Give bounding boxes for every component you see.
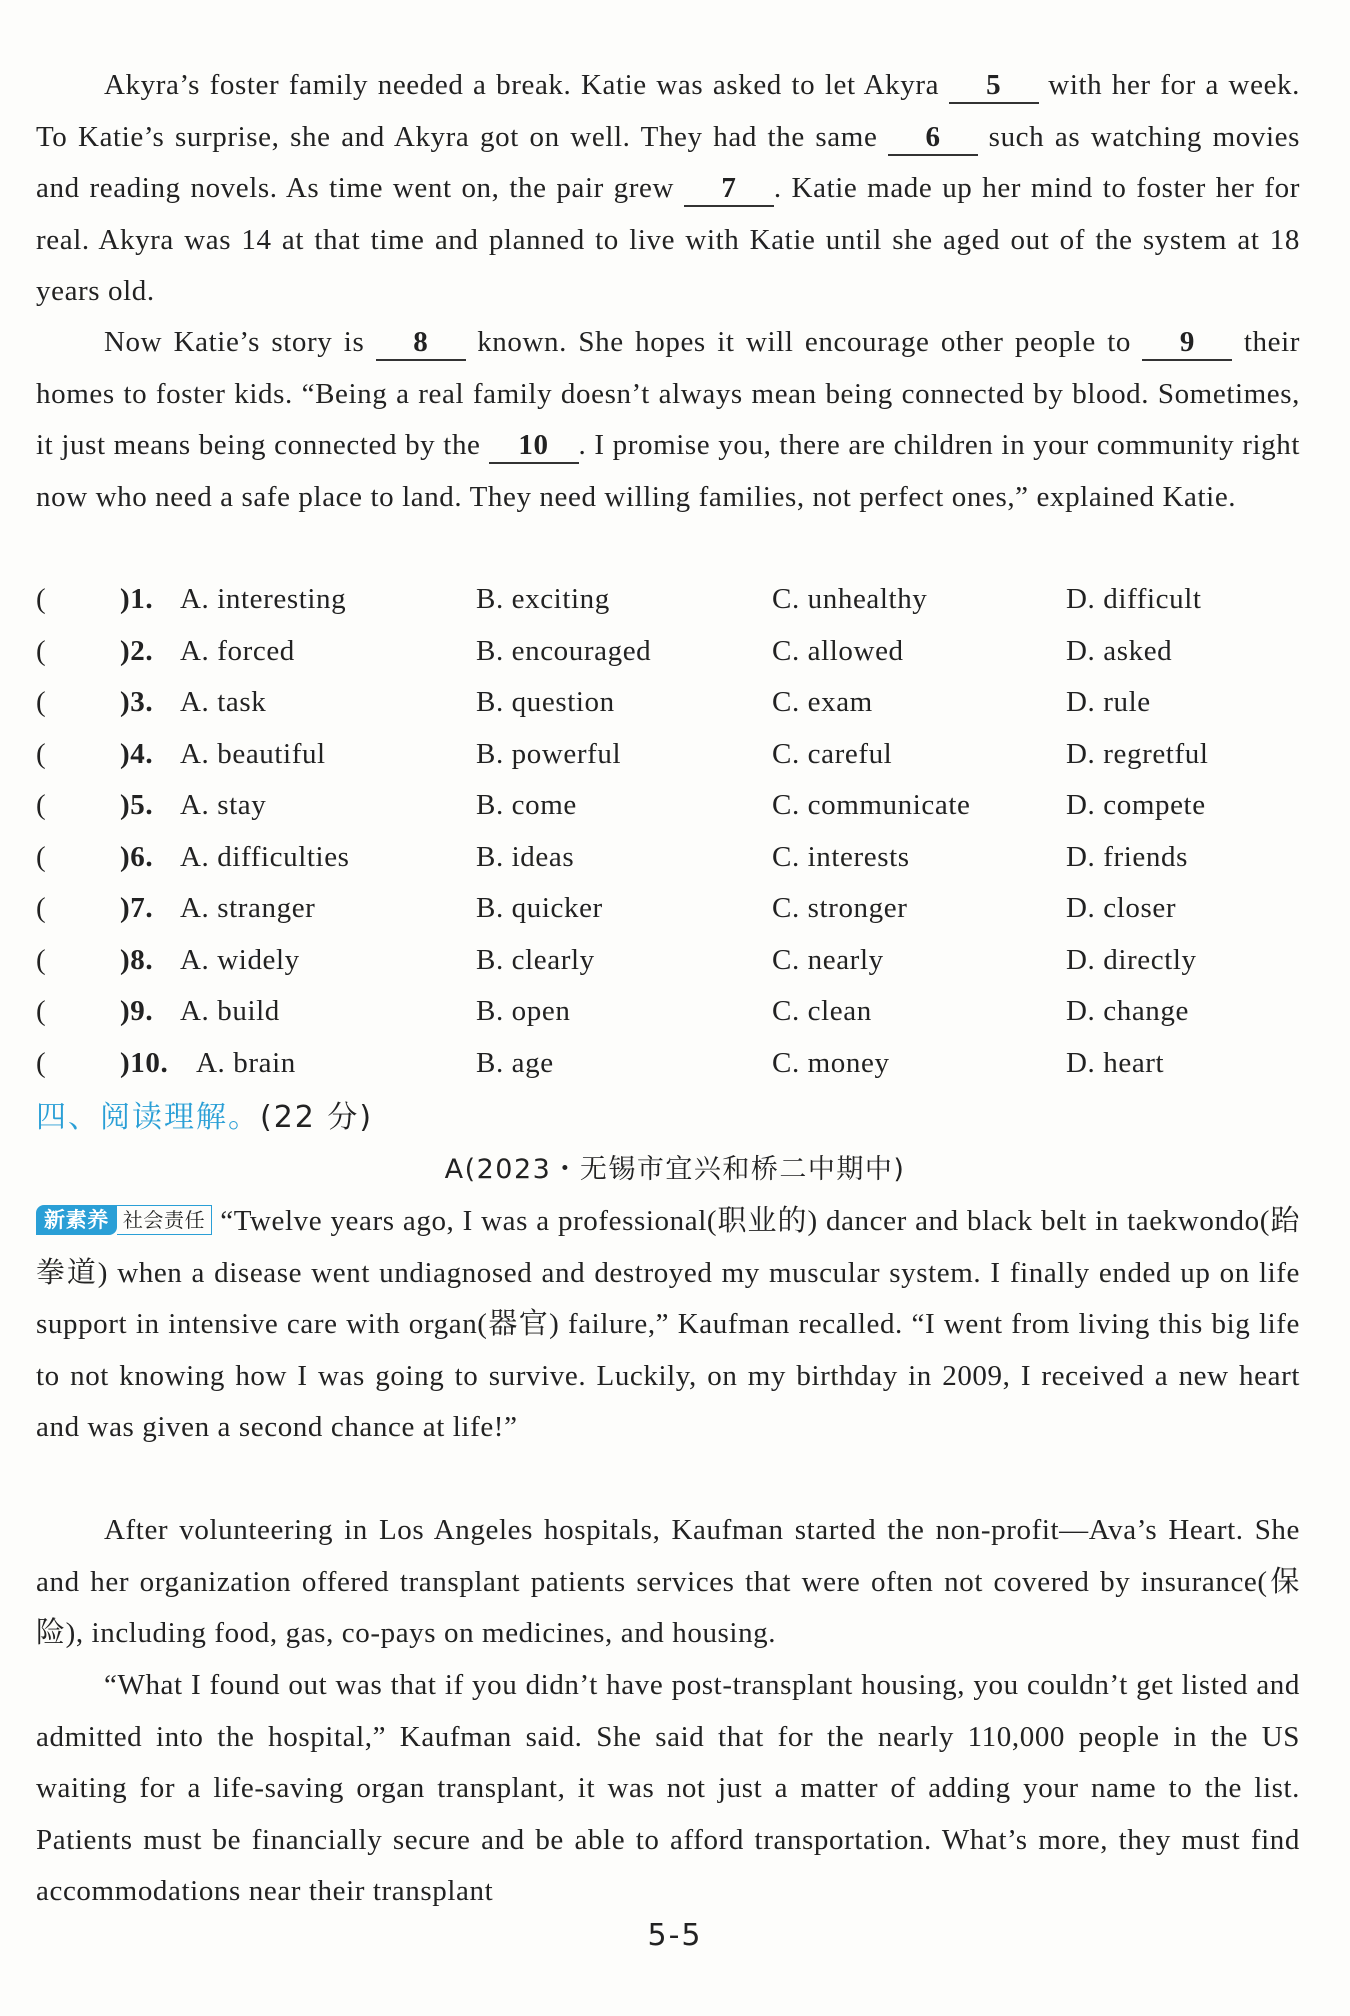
option-c[interactable]: C. clean: [772, 995, 872, 1027]
option-c[interactable]: C. nearly: [772, 943, 884, 976]
option-b[interactable]: B. quicker: [476, 892, 603, 924]
text-segment: Now Katie’s story is: [104, 326, 376, 358]
option-b[interactable]: B. come: [476, 789, 577, 821]
text-segment: Akyra’s foster family needed a break. Katie was asked to let Akyra: [104, 69, 949, 101]
option-d[interactable]: D. regretful: [1066, 737, 1209, 770]
blank-9[interactable]: 9: [1142, 325, 1232, 361]
question-row-9: [36, 986, 1300, 1038]
text-segment: known. She hopes it will encourage other people to: [465, 326, 1143, 358]
option-b[interactable]: B. powerful: [476, 737, 622, 770]
passage-paragraph-1: [36, 60, 1300, 318]
option-b[interactable]: B. question: [476, 686, 615, 718]
passage-a-paragraph-2: After volunteering in Los Angeles hospitals, Kaufman started the non-profit—Ava’s Heart. She and her organization offered transplant patients services that were often not covered by insurance(保险), including food, gas, co-pays on medicines, and housing.: [36, 1514, 1300, 1649]
question-row-10: [36, 1038, 1300, 1090]
passage-a-paragraph-1: [36, 1196, 1300, 1454]
option-c[interactable]: C. allowed: [772, 634, 904, 667]
option-a[interactable]: A. task: [180, 686, 267, 718]
question-list: [36, 574, 1300, 1089]
option-b[interactable]: B. exciting: [476, 583, 610, 615]
option-a[interactable]: A. brain: [196, 1046, 296, 1079]
literacy-tag: 新素养: [36, 1205, 117, 1235]
option-c[interactable]: C. unhealthy: [772, 583, 928, 615]
answer-paren[interactable]: (: [36, 789, 47, 821]
blank-5[interactable]: 5: [949, 68, 1039, 104]
option-a[interactable]: A. interesting: [180, 583, 347, 615]
option-d[interactable]: D. friends: [1066, 840, 1188, 873]
question-number: )3.: [120, 686, 154, 718]
page-number: 5-5: [647, 1918, 703, 1953]
section-points: (22 分): [260, 1100, 374, 1135]
option-b[interactable]: B. encouraged: [476, 634, 652, 667]
question-row-4: [36, 729, 1300, 781]
option-c[interactable]: C. exam: [772, 686, 873, 718]
option-a[interactable]: A. widely: [180, 943, 300, 976]
answer-paren[interactable]: (: [36, 634, 47, 667]
answer-paren[interactable]: (: [36, 583, 47, 615]
question-row-1: [36, 574, 1300, 626]
question-number: )10.: [120, 1046, 169, 1079]
passage-a-paragraph-3: “What I found out was that if you didn’t have post-transplant housing, you couldn’t get listed and admitted into the hospital,” Kaufman said. She said that for the nearly 110,000 people in the US waiting for a life-saving organ transplant, it was not just a matter of adding your name to the list. Patients must be financially secure and be able to afford transportation. What’s more, they must find accommodations near their transplant: [36, 1669, 1300, 1907]
responsibility-tag: 社会责任: [117, 1205, 212, 1235]
option-d[interactable]: D. asked: [1066, 634, 1173, 667]
answer-paren[interactable]: (: [36, 737, 47, 770]
option-c[interactable]: C. stronger: [772, 892, 908, 924]
answer-paren[interactable]: (: [36, 892, 47, 924]
answer-paren[interactable]: (: [36, 686, 47, 718]
option-c[interactable]: C. money: [772, 1046, 890, 1079]
text-segment: such as watching movies and reading novels. As time went on, the pair grew: [36, 120, 1300, 204]
question-number: )7.: [120, 892, 154, 924]
question-number: )2.: [120, 634, 154, 667]
answer-paren[interactable]: (: [36, 995, 47, 1027]
question-number: )9.: [120, 995, 154, 1027]
question-number: )6.: [120, 840, 154, 873]
option-a[interactable]: A. stay: [180, 789, 267, 821]
option-b[interactable]: B. open: [476, 995, 571, 1027]
question-number: )1.: [120, 583, 154, 615]
text-segment: . I promise you, there are children in your community right now who need a safe place to land. They need willing families, not perfect ones,” explained Katie.: [36, 429, 1301, 513]
section-heading: [36, 1092, 373, 1136]
section-title: 四、阅读理解。: [36, 1100, 260, 1135]
option-a[interactable]: A. build: [180, 995, 280, 1027]
answer-paren[interactable]: (: [36, 840, 47, 873]
option-c[interactable]: C. communicate: [772, 789, 971, 821]
question-row-2: [36, 626, 1300, 678]
option-a[interactable]: A. stranger: [180, 892, 316, 924]
text-segment: their homes to foster kids. “Being a real family doesn’t always mean being connected by blood. Sometimes, it just means being connected by the: [36, 326, 1300, 461]
question-row-3: [36, 677, 1300, 729]
option-d[interactable]: D. directly: [1066, 943, 1197, 976]
blank-10[interactable]: 10: [489, 428, 579, 464]
option-d[interactable]: D. closer: [1066, 892, 1177, 924]
question-row-7: [36, 883, 1300, 935]
text-segment: with her for a week. To Katie’s surprise, she and Akyra got on well. They had the same: [36, 69, 1300, 153]
option-a[interactable]: A. beautiful: [180, 737, 326, 770]
text-segment: . Katie made up her mind to foster her for real. Akyra was 14 at that time and planned to live with Katie until she aged out of the system at 18 years old.: [36, 172, 1300, 307]
option-d[interactable]: D. change: [1066, 995, 1189, 1027]
blank-8[interactable]: 8: [376, 325, 466, 361]
option-d[interactable]: D. compete: [1066, 789, 1206, 821]
blank-7[interactable]: 7: [684, 171, 774, 207]
option-a[interactable]: A. forced: [180, 634, 295, 667]
option-c[interactable]: C. interests: [772, 840, 910, 873]
question-number: )4.: [120, 737, 154, 770]
option-b[interactable]: B. age: [476, 1046, 554, 1079]
question-row-8: [36, 935, 1300, 987]
answer-paren[interactable]: (: [36, 943, 47, 976]
option-d[interactable]: D. heart: [1066, 1046, 1165, 1079]
option-d[interactable]: D. rule: [1066, 686, 1151, 718]
option-c[interactable]: C. careful: [772, 737, 893, 770]
question-row-6: [36, 832, 1300, 884]
option-d[interactable]: D. difficult: [1066, 583, 1202, 615]
answer-paren[interactable]: (: [36, 1046, 47, 1079]
question-number: )8.: [120, 943, 154, 976]
passage-paragraph-2: [36, 317, 1300, 523]
question-number: )5.: [120, 789, 154, 821]
text-segment: “Twelve years ago, I was a professional(职业的) dancer and black belt in taekwondo(跆拳道) when a disease went undiagnosed and destroyed my muscular system. I finally ended up on life support in intensive care with organ(器官) failure,” Kaufman recalled. “I went from living this big life to not knowing how I was going to survive. Luckily, on my birthday in 2009, I received a new heart and was given a second chance at life!”: [36, 1205, 1300, 1443]
option-b[interactable]: B. ideas: [476, 840, 575, 873]
passage-subtitle: A(2023・无锡市宜兴和桥二中期中): [444, 1154, 906, 1185]
blank-6[interactable]: 6: [888, 120, 978, 156]
question-row-5: [36, 780, 1300, 832]
option-a[interactable]: A. difficulties: [180, 840, 350, 873]
option-b[interactable]: B. clearly: [476, 943, 595, 976]
